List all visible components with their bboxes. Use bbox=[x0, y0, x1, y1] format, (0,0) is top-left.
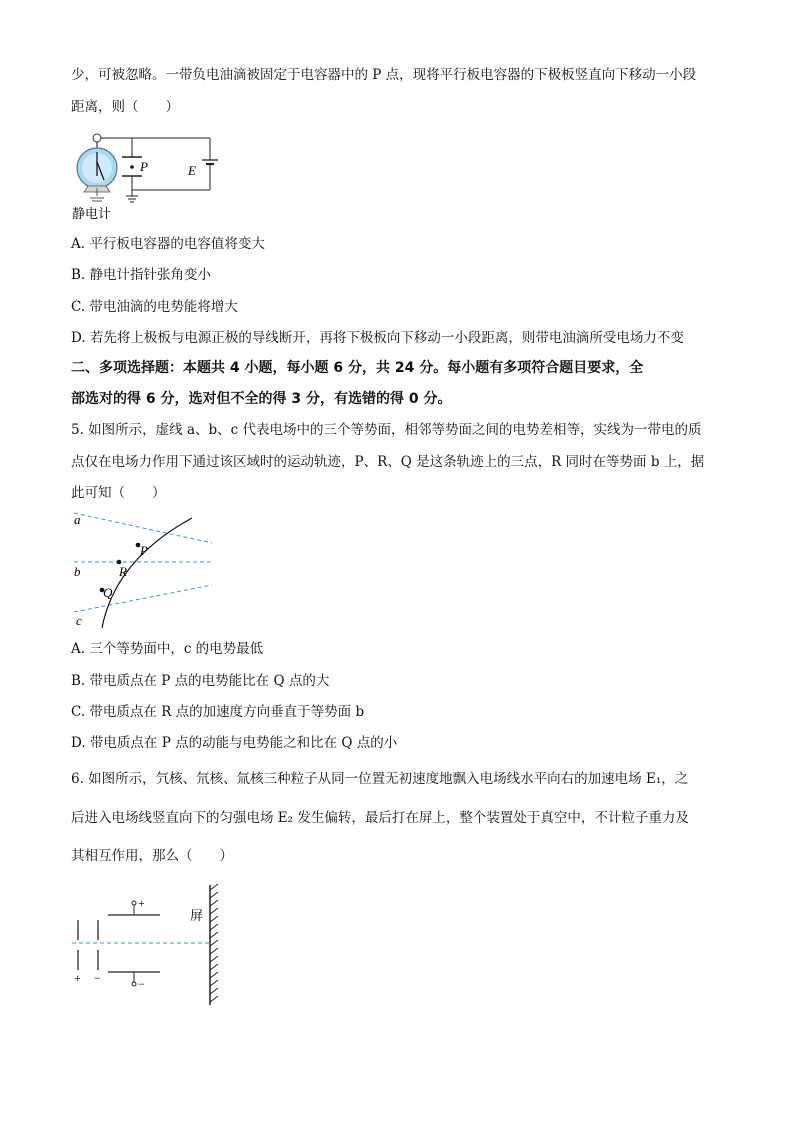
section-2-heading-line-1: 二、多项选择题：本题共 4 小题，每小题 6 分，共 24 分。每小题有多项符合题目要求，全 bbox=[71, 360, 644, 376]
section-2-heading-line-2: 部选对的得 6 分，选对但不全的得 3 分，有选错的得 0 分。 bbox=[71, 391, 452, 407]
label-p: P bbox=[140, 543, 148, 558]
q5-option-c: C. 带电质点在 R 点的加速度方向垂直于等势面 b bbox=[71, 704, 365, 720]
electrometer-caption: 静电计 bbox=[72, 206, 112, 221]
q4-option-a: A. 平行板电容器的电容值将变大 bbox=[71, 236, 265, 252]
q5-stem-line-3: 此可知（ ） bbox=[71, 485, 166, 501]
q4-option-c: C. 带电油滴的电势能将增大 bbox=[71, 299, 238, 315]
q5-stem-line-1: 5. 如图所示，虚线 a、b、c 代表电场中的三个等势面，相邻等势面之间的电势差相等，实线为一带电的质 bbox=[71, 422, 702, 438]
label-minus-left: − bbox=[94, 971, 101, 985]
q4-figure-electrometer-circuit bbox=[70, 130, 240, 225]
label-a: a bbox=[74, 512, 81, 527]
q5-option-a: A. 三个等势面中，c 的电势最低 bbox=[71, 641, 264, 657]
q6-stem-line-2: 后进入电场线竖直向下的匀强电场 E₂ 发生偏转，最后打在屏上，整个装置处于真空中，不计粒子重力及 bbox=[71, 810, 689, 826]
oil-droplet bbox=[130, 165, 134, 169]
label-plus-top: + bbox=[138, 896, 145, 910]
label-e: E bbox=[188, 163, 196, 178]
label-c: c bbox=[76, 613, 82, 628]
q5-option-b: B. 带电质点在 P 点的电势能比在 Q 点的大 bbox=[71, 673, 330, 689]
label-q: Q bbox=[103, 585, 113, 600]
q5-stem-line-2: 点仅在电场力作用下通过该区域时的运动轨迹，P、R、Q 是这条轨迹上的三点，R 同时在等势面 b 上，据 bbox=[71, 454, 705, 470]
trajectory bbox=[102, 518, 192, 628]
q6-stem-line-1: 6. 如图所示，氕核、氘核、氚核三种粒子从同一位置无初速度地飘入电场线水平向右的加速电场 E₁，之 bbox=[71, 771, 689, 787]
q4-stem-line-1: 少，可被忽略。一带负电油滴被固定于电容器中的 P 点，现将平行板电容器的下极板竖直向下移动一小段 bbox=[71, 67, 697, 83]
equipotential-a bbox=[74, 513, 212, 543]
q5-option-d: D. 带电质点在 P 点的动能与电势能之和比在 Q 点的小 bbox=[71, 735, 398, 751]
q6-stem-line-3: 其相互作用，那么（ ） bbox=[71, 848, 233, 864]
q6-figure-accelerator-deflector bbox=[70, 880, 230, 1010]
label-minus-bottom: − bbox=[138, 977, 145, 991]
label-screen: 屏 bbox=[190, 908, 204, 923]
electrometer-terminal bbox=[93, 134, 101, 142]
q5-figure-equipotentials bbox=[70, 510, 220, 630]
equipotential-c bbox=[74, 585, 212, 612]
label-p: P bbox=[140, 159, 148, 174]
q4-option-d: D. 若先将上极板与电源正极的导线断开，再将下极板向下移动一小段距离，则带电油滴所受电场力不变 bbox=[71, 330, 684, 346]
q4-option-b: B. 静电计指针张角变小 bbox=[71, 267, 212, 283]
label-plus-left: + bbox=[74, 971, 81, 985]
q4-stem-line-2: 距离，则（ ） bbox=[71, 99, 179, 115]
label-b: b bbox=[74, 564, 81, 579]
label-r: R bbox=[119, 564, 127, 579]
